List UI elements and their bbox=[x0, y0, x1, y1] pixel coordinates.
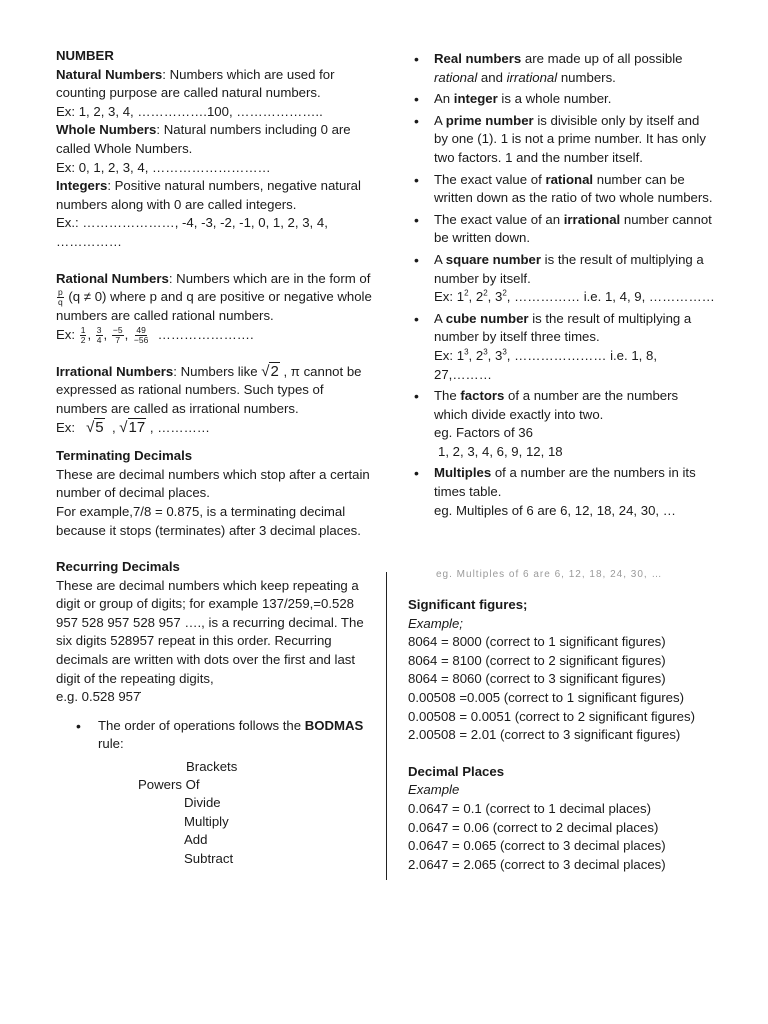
bodmas-intro bbox=[56, 717, 376, 754]
fact-text: is the result of multiplying a number by itself. bbox=[434, 251, 704, 286]
multiples-example: eg. Multiples of 6 are 6, 12, 18, 24, 30, … bbox=[434, 502, 676, 518]
radicand: 17 bbox=[128, 418, 146, 436]
bodmas-subtract: Subtract bbox=[184, 851, 234, 867]
sigfig-line: 0.00508 =0.005 (correct to 1 significant figures) bbox=[408, 689, 684, 705]
whole-numbers-example: Ex: 0, 1, 2, 3, 4, ……………………… bbox=[56, 159, 271, 175]
sigfig-line: 0.00508 = 0.0051 (correct to 2 significant figures) bbox=[408, 708, 695, 724]
bullet-icon: • bbox=[414, 171, 419, 188]
irrational-numbers-example: Ex: √5 , √17 , ………… bbox=[56, 418, 210, 436]
sigfig-line: 8064 = 8060 (correct to 3 significant figures) bbox=[408, 671, 666, 687]
decimal-line: 0.0647 = 0.1 (correct to 1 decimal places) bbox=[408, 800, 651, 816]
rational-numbers-definition bbox=[56, 270, 376, 326]
bullet-icon: • bbox=[414, 51, 419, 67]
bullet-icon: • bbox=[414, 251, 419, 268]
superscript: 3 bbox=[502, 347, 507, 357]
fact-text: number cannot be written down. bbox=[434, 211, 712, 246]
fact-text: number can be written down as the ratio of two whole numbers. bbox=[434, 171, 713, 206]
frac-denominator: 7 bbox=[115, 334, 121, 345]
fraction-1 bbox=[80, 326, 87, 345]
significant-figures-heading: Significant figures; bbox=[408, 597, 528, 612]
bullet-icon: • bbox=[76, 717, 81, 734]
ex-part: Ex: 1 bbox=[434, 289, 465, 305]
fact-italic: irrational bbox=[506, 69, 558, 85]
terminating-decimals-example: For example,7/8 = 0.875, is a terminating decimal because it stops (terminates) after 3 decimal places. bbox=[56, 503, 361, 538]
bodmas-multiply: Multiply bbox=[184, 814, 229, 830]
natural-numbers-text: : Numbers which are used for counting purpose are called natural numbers. bbox=[56, 66, 335, 101]
superscript: 2 bbox=[502, 288, 507, 298]
sigfig-example-label: Example; bbox=[408, 615, 463, 631]
bullet-icon: • bbox=[414, 388, 419, 405]
bodmas-term: BODMAS bbox=[304, 717, 364, 733]
sigfig-line: 2.00508 = 2.01 (correct to 3 significant figures) bbox=[408, 727, 681, 743]
integers-term: Integers bbox=[56, 178, 108, 194]
recurring-decimals-text: These are decimal numbers which keep repeating a digit or group of digits; for example 137/259,=0.528 957 528 957 528 957 …., is a recurring decimal. The six digits 528957 repeat in this order. Recurring decimals are written with dots over the first and last digit of the repeating digits, bbox=[56, 577, 364, 686]
fact-text: An bbox=[434, 91, 454, 107]
example-label: Ex: bbox=[56, 419, 76, 435]
example-tail: …………………. bbox=[157, 326, 254, 342]
rational-numbers-term: Rational Numbers bbox=[56, 270, 169, 286]
fact-text: A bbox=[434, 251, 446, 267]
irrational-def-a: : Numbers like bbox=[173, 363, 258, 379]
decimal-line: 0.0647 = 0.06 (correct to 2 decimal places) bbox=[408, 819, 659, 835]
fact-text: of a number are the numbers which divide exactly into two. bbox=[434, 388, 679, 422]
fact-term: prime number bbox=[445, 112, 534, 128]
number-facts-list bbox=[410, 50, 715, 520]
example-tail: , ………… bbox=[149, 419, 210, 435]
fact-term: rational bbox=[545, 171, 594, 187]
integers-example: Ex.: …………………, -4, -3, -2, -1, 0, 1, 2, 3, 4, …………… bbox=[56, 215, 328, 249]
list-item bbox=[410, 211, 715, 248]
list-item bbox=[410, 90, 715, 109]
fact-text: and bbox=[477, 69, 507, 85]
irrational-numbers-definition bbox=[56, 363, 376, 419]
list-item bbox=[410, 171, 715, 208]
rational-def-b: (q ≠ 0) where p and q are positive or negative whole numbers are called rational numbers. bbox=[56, 289, 372, 324]
frac-numerator: 3 bbox=[96, 324, 102, 335]
pi-symbol: , π bbox=[283, 363, 300, 379]
bullet-icon: • bbox=[414, 91, 419, 108]
frac-numerator: 49 bbox=[136, 324, 146, 335]
fact-text: numbers. bbox=[557, 69, 616, 85]
rational-def-a: : Numbers which are in the form of bbox=[168, 270, 371, 286]
frac-numerator: p bbox=[58, 287, 63, 298]
whole-numbers-text: : Natural numbers including 0 are called Whole Numbers. bbox=[56, 122, 351, 156]
ex-part: , 3 bbox=[487, 289, 503, 305]
fact-term: integer bbox=[453, 91, 498, 107]
bullet-icon: • bbox=[414, 465, 419, 482]
fact-term: factors bbox=[460, 388, 505, 404]
rounding-section bbox=[408, 596, 718, 874]
sqrt-5: √5 bbox=[86, 418, 104, 436]
ex-part: , 3 bbox=[487, 347, 503, 363]
natural-numbers-term: Natural Numbers bbox=[56, 66, 163, 82]
bodmas-intro-text: The order of operations follows the bbox=[98, 717, 305, 733]
page-title: NUMBER bbox=[56, 48, 114, 63]
fact-text: is the result of multiplying a number by itself three times. bbox=[434, 310, 692, 345]
whole-numbers-definition bbox=[56, 121, 376, 158]
list-item bbox=[410, 251, 715, 307]
bodmas-divide: Divide bbox=[184, 795, 221, 811]
decimal-line: 2.0647 = 2.065 (correct to 3 decimal places) bbox=[408, 856, 666, 872]
frac-denominator: 2 bbox=[80, 334, 86, 345]
decimal-places-sub bbox=[408, 781, 718, 800]
radicand: 2 bbox=[270, 362, 279, 380]
natural-numbers-example: Ex: 1, 2, 3, 4, …………….100, ……………….. bbox=[56, 103, 323, 119]
frac-denominator: q bbox=[58, 297, 63, 308]
decimal-places-heading: Decimal Places bbox=[408, 763, 505, 779]
fraction-3 bbox=[112, 326, 124, 345]
sigfig-line: 8064 = 8000 (correct to 1 significant figures) bbox=[408, 634, 666, 650]
list-item bbox=[410, 112, 715, 168]
list-item bbox=[410, 50, 715, 87]
fact-italic: rational bbox=[434, 69, 478, 85]
square-number-example bbox=[434, 288, 715, 307]
bodmas-intro-end: rule: bbox=[98, 736, 124, 752]
list-item bbox=[410, 387, 715, 461]
ex-part: , 2 bbox=[468, 289, 484, 305]
fact-text: The bbox=[434, 388, 461, 404]
fact-term: irrational bbox=[563, 211, 621, 227]
sqrt-17: √17 bbox=[119, 418, 146, 436]
bodmas-powers: Powers Of bbox=[138, 777, 200, 793]
recurring-decimals-example: e.g. 0.5̇28 957̇ bbox=[56, 689, 141, 705]
fact-term: cube number bbox=[445, 310, 529, 326]
decimal-example-label: Example bbox=[408, 782, 460, 798]
integers-definition bbox=[56, 177, 376, 214]
bullet-icon: • bbox=[414, 112, 419, 129]
ex-part: Ex: 1 bbox=[434, 347, 465, 363]
rational-numbers-example: Ex: $\frac{1}{2}$ , $\frac{3}{4}$ , $\frac{-5}{7}$ , $\frac{49}{-56}$ …………………. bbox=[56, 324, 254, 345]
bodmas-steps bbox=[56, 758, 376, 868]
fact-term: Real numbers bbox=[434, 51, 522, 66]
list-item bbox=[410, 464, 715, 520]
frac-numerator: −5 bbox=[112, 324, 123, 335]
factors-example-values: 1, 2, 3, 4, 6, 9, 12, 18 bbox=[438, 443, 563, 459]
bullet-icon: • bbox=[414, 211, 419, 228]
ex-part: , ………………… i.e. 1, 8, 27,……… bbox=[434, 347, 657, 382]
fraction-4 bbox=[133, 326, 149, 345]
decimal-line: 0.0647 = 0.065 (correct to 3 decimal places) bbox=[408, 838, 666, 854]
recurring-decimals-heading: Recurring Decimals bbox=[56, 559, 180, 575]
fact-text: A bbox=[434, 310, 446, 326]
fact-term: square number bbox=[445, 251, 542, 267]
ex-part: , 2 bbox=[468, 347, 484, 363]
fact-text: A bbox=[434, 112, 446, 128]
frac-numerator: 1 bbox=[80, 324, 86, 335]
terminating-decimals-heading: Terminating Decimals bbox=[56, 448, 193, 464]
fact-text: The exact value of an bbox=[434, 211, 564, 227]
whole-numbers-term: Whole Numbers bbox=[56, 122, 157, 138]
fact-text: is divisible only by itself and by one (1). 1 is not a prime number. It has only two factors. 1 and the number itself. bbox=[434, 112, 706, 165]
cube-number-example bbox=[434, 347, 715, 384]
irrational-def-b: cannot be expressed as rational numbers. Such types of numbers are called as irrational numbers. bbox=[56, 363, 362, 416]
fact-term: Multiples bbox=[434, 465, 492, 481]
example-label: Ex: bbox=[56, 326, 76, 342]
sqrt-2: √2 bbox=[261, 362, 279, 380]
p-over-q-fraction bbox=[57, 288, 64, 307]
radicand: 5 bbox=[95, 418, 104, 436]
left-column bbox=[56, 47, 376, 868]
scan-artifact-text: eg. Multiples of 6 are 6, 12, 18, 24, 30, … bbox=[436, 569, 663, 580]
superscript: 2 bbox=[483, 288, 488, 298]
column-divider bbox=[386, 572, 387, 880]
frac-denominator: −56 bbox=[133, 334, 149, 345]
factors-example-label: eg. Factors of 36 bbox=[434, 425, 533, 441]
superscript: 3 bbox=[464, 347, 469, 357]
list-item bbox=[410, 310, 715, 384]
right-column bbox=[410, 50, 715, 523]
sigfig-line: 8064 = 8100 (correct to 2 significant figures) bbox=[408, 652, 666, 668]
bodmas-list bbox=[56, 717, 376, 754]
superscript: 3 bbox=[483, 347, 488, 357]
frac-denominator: 4 bbox=[96, 334, 102, 345]
fact-text: are made up of all possible bbox=[521, 51, 683, 66]
significant-figures-sub bbox=[408, 615, 718, 634]
irrational-numbers-term: Irrational Numbers bbox=[56, 363, 174, 379]
integers-text: : Positive natural numbers, negative natural numbers along with 0 are called integers. bbox=[56, 178, 361, 212]
superscript: 2 bbox=[464, 288, 469, 298]
terminating-decimals-text: These are decimal numbers which stop after a certain number of decimal places. bbox=[56, 466, 370, 501]
natural-numbers-definition bbox=[56, 66, 376, 103]
ex-part: , …………… i.e. 1, 4, 9, …………… bbox=[506, 289, 715, 305]
bullet-icon: • bbox=[414, 310, 419, 327]
bodmas-add: Add bbox=[184, 832, 208, 848]
fact-text: of a number are the numbers in its times table. bbox=[434, 465, 696, 500]
bodmas-brackets: Brackets bbox=[186, 759, 238, 775]
fact-text: is a whole number. bbox=[497, 91, 612, 107]
fraction-2 bbox=[96, 326, 103, 345]
fact-text: The exact value of bbox=[434, 171, 546, 187]
